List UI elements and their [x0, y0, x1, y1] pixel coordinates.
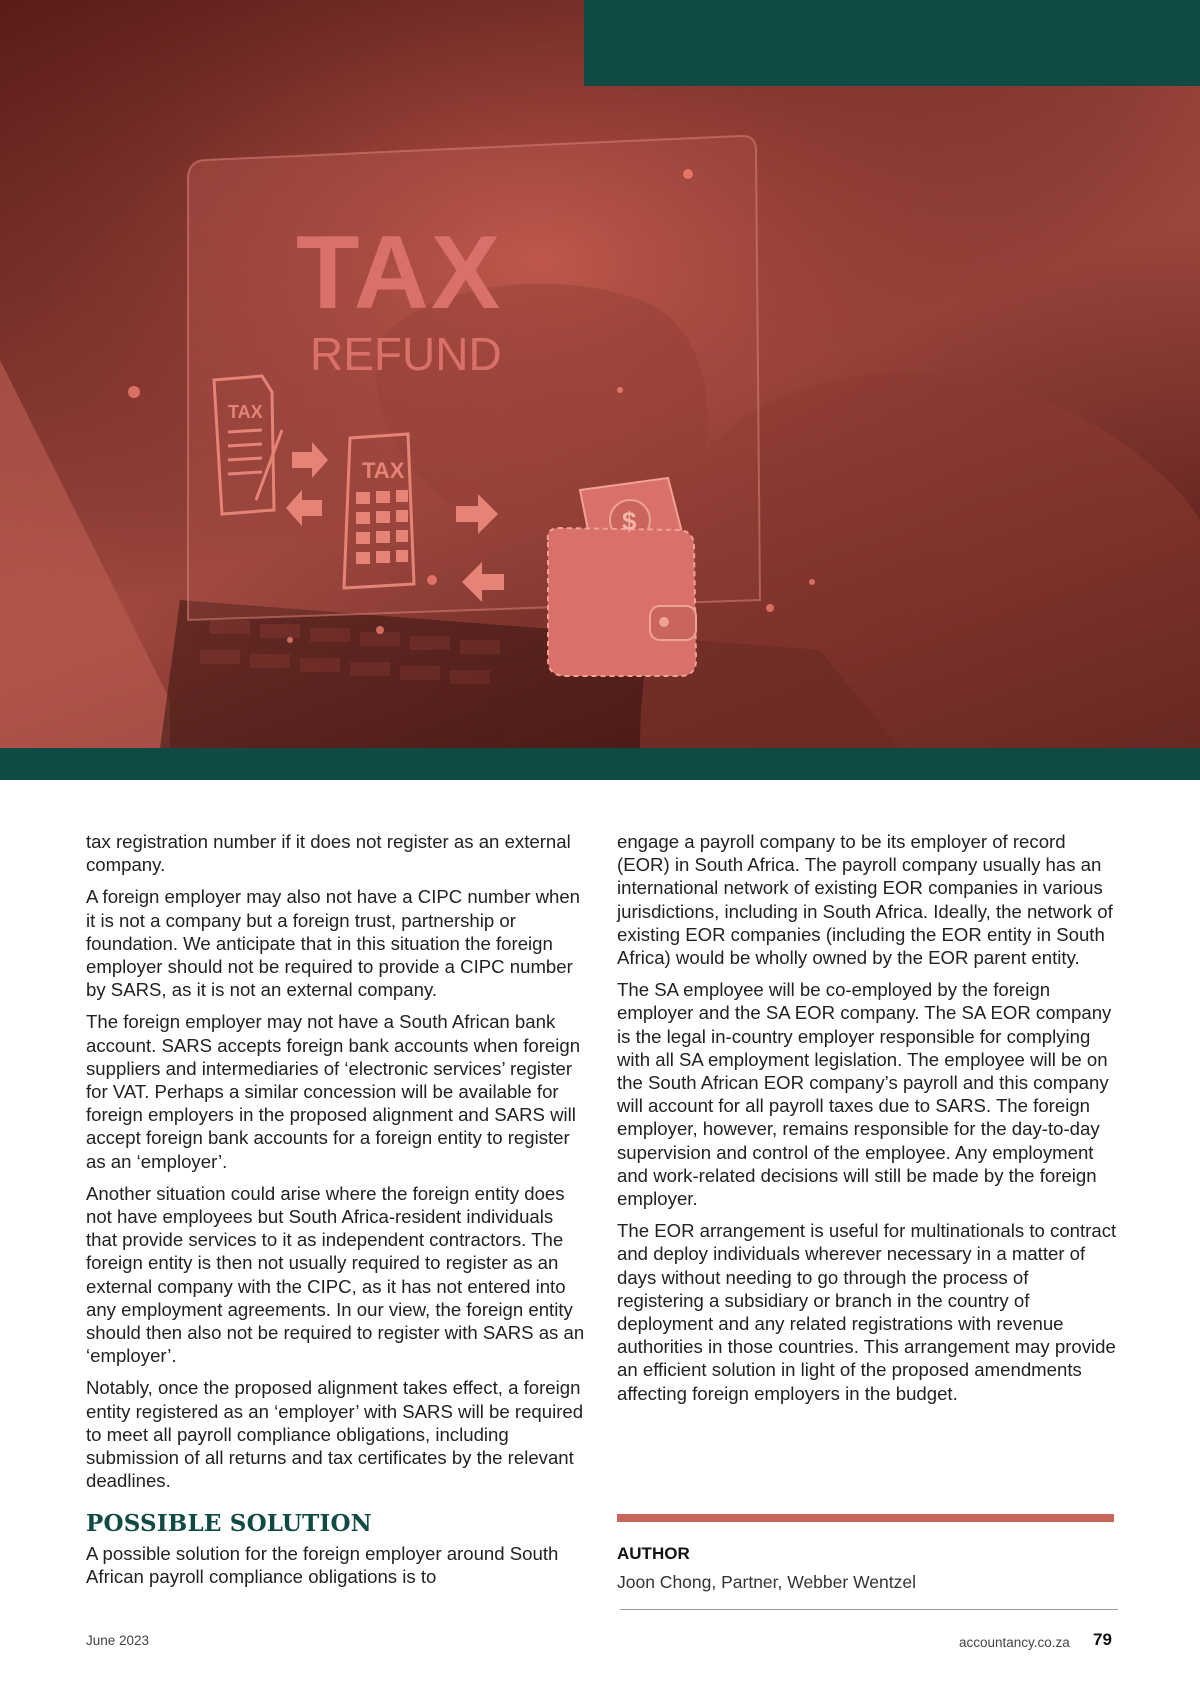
- tax-document-label: TAX: [228, 402, 263, 422]
- page-number: 79: [1093, 1630, 1112, 1649]
- body-paragraph: A foreign employer may also not have a CIPC number when it is not a company but a foreign trust, partnership or foundation. We anticipate that in this situation the foreign employer should not be required to provide a CIPC number by SARS, as it is not an external company.: [86, 886, 581, 1001]
- hero-subtitle-text: REFUND: [310, 328, 502, 380]
- calculator-label: TAX: [362, 458, 405, 483]
- hero-title-text: TAX: [296, 215, 503, 331]
- body-paragraph: The foreign employer may not have a South African bank account. SARS accepts foreign bank accounts when foreign suppliers and intermediaries of ‘electronic services’ register for VAT. Perhaps a similar concession will be available for foreign employers in the proposed alignment and SARS will accept foreign bank accounts for a foreign entity to register as an ‘employer’.: [86, 1011, 581, 1172]
- dollar-sign-icon: $: [622, 506, 637, 536]
- author-divider: [620, 1609, 1118, 1610]
- right-column: [617, 830, 1117, 1414]
- left-column: [86, 830, 586, 1597]
- footer-site-link[interactable]: accountancy.co.za: [959, 1635, 1070, 1650]
- body-paragraph: Another situation could arise where the foreign entity does not have employees but South Africa-resident individuals that provide services to it as independent contractors. The foreign entity is then not usually required to register as an external company with the CIPC, as it has not entered into any employment agreements. In our view, the foreign entity should then also not be required to register with SARS as an ‘employer’.: [86, 1182, 585, 1367]
- body-paragraph: tax registration number if it does not register as an external company.: [86, 831, 571, 876]
- hero-teal-band-top: [584, 0, 1200, 86]
- body-paragraph: A possible solution for the foreign employer around South African payroll compliance obligations is to: [86, 1542, 559, 1587]
- author-accent-rule: [617, 1514, 1114, 1522]
- author-heading: AUTHOR: [617, 1544, 690, 1563]
- author-name: Joon Chong, Partner, Webber Wentzel: [617, 1572, 916, 1592]
- body-paragraph: Notably, once the proposed alignment takes effect, a foreign entity registered as an ‘employer’ with SARS will be required to meet all payroll compliance obligations, including submission of all returns and tax certificates by the relevant deadlines.: [86, 1377, 584, 1492]
- hero-teal-band-bottom: [0, 748, 1200, 780]
- section-heading: POSSIBLE SOLUTION: [86, 1510, 372, 1538]
- hero-image: [0, 0, 1200, 748]
- footer-date: June 2023: [86, 1633, 150, 1648]
- body-paragraph: The EOR arrangement is useful for multinationals to contract and deploy individuals wherever necessary in a matter of days without needing to go through the process of registering a subsidiary or branch in the country of deployment and any related registrations with revenue authorities in those countries. This arrangement may provide an efficient solution in light of the proposed amendments affecting foreign employers in the budget.: [617, 1220, 1117, 1404]
- body-paragraph: The SA employee will be co-employed by the foreign employer and the SA EOR company. The SA EOR company is the legal in-country employer responsible for complying with all SA employment legislation. The employee will be on the South African EOR company’s payroll and this company will account for all payroll taxes due to SARS. The foreign employer, however, remains responsible for the day-to-day supervision and control of the employee. Any employment and work-related decisions will still be made by the foreign employer.: [617, 979, 1112, 1210]
- body-paragraph: engage a payroll company to be its employer of record (EOR) in South Africa. The payroll company usually has an international network of existing EOR companies in various jurisdictions, including in South Africa. Ideally, the network of existing EOR companies (including the EOR entity in South Africa) would be wholly owned by the EOR parent entity.: [617, 831, 1113, 969]
- hero-illustration: [0, 0, 1200, 748]
